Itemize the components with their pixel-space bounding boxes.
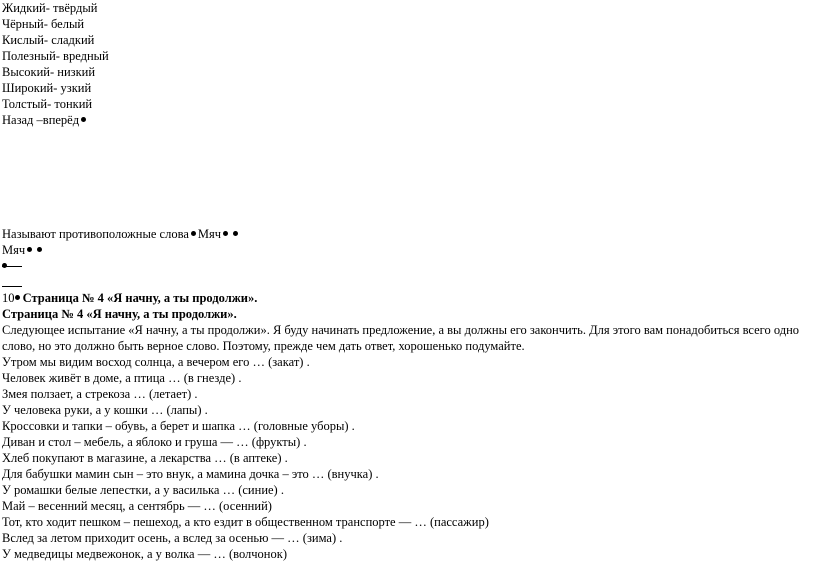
sentence-item: Хлеб покупают в магазине, а лекарства … (в аптеке) . bbox=[2, 451, 288, 465]
sentence-item: Май – весенний месяц, а сентябрь — … (осенний) bbox=[2, 499, 272, 513]
opposite-pair-last bbox=[2, 112, 86, 128]
bullet-dot-icon bbox=[81, 117, 86, 122]
bullet-dot-icon bbox=[223, 231, 228, 236]
page-heading: Страница № 4 «Я начну, а ты продолжи». bbox=[22, 291, 258, 305]
bullet-dot-icon bbox=[37, 247, 42, 252]
sentence-item: У ромашки белые лепестки, а у василька … (синие) . bbox=[2, 483, 284, 497]
sentence-item: Диван и стол – мебель, а яблоко и груша — … (фрукты) . bbox=[2, 435, 307, 449]
page-heading-line bbox=[2, 290, 257, 306]
bullet-dot-icon bbox=[191, 231, 196, 236]
sentence-item: У медведицы медвежонок, а у волка — … (волчонок) bbox=[2, 547, 287, 561]
opposite-pair-text: Назад –вперёд bbox=[2, 113, 80, 127]
short-rule bbox=[2, 286, 22, 287]
bullet-dot-icon bbox=[27, 247, 32, 252]
sentence-item: Кроссовки и тапки – обувь, а берет и шапка … (головные уборы) . bbox=[2, 419, 355, 433]
opposite-pair: Толстый- тонкий bbox=[2, 97, 93, 111]
ball-word: Мяч bbox=[197, 227, 222, 241]
ball-word: Мяч bbox=[2, 243, 26, 257]
page-number: 10 bbox=[2, 291, 15, 305]
short-rule bbox=[2, 266, 22, 267]
sentence-item: Для бабушки мамин сын – это внук, а мамина дочка – это … (внучка) . bbox=[2, 467, 379, 481]
caption-text: Называют противоположные слова bbox=[2, 227, 189, 241]
caption-line bbox=[2, 226, 238, 242]
intro-paragraph: Следующее испытание «Я начну, а ты продолжи». Я буду начинать предложение, а вы должны его закончить. Для этого вам понадобиться всего одно слово, но это должно быть верное слово. Поэтому, прежде чем дать ответ, хорошенько подумайте. bbox=[2, 323, 800, 353]
page-heading-repeat: Страница № 4 «Я начну, а ты продолжи». bbox=[2, 307, 237, 321]
bullet-dot-icon bbox=[233, 231, 238, 236]
opposite-pair: Широкий- узкий bbox=[2, 81, 92, 95]
sentence-item: У человека руки, а у кошки … (лапы) . bbox=[2, 403, 208, 417]
sentence-item: Утром мы видим восход солнца, а вечером его … (закат) . bbox=[2, 355, 310, 369]
sentence-item: Змея ползает, а стрекоза … (летает) . bbox=[2, 387, 198, 401]
opposite-pair: Жидкий- твёрдый bbox=[2, 1, 98, 15]
sentence-item: Тот, кто ходит пешком – пешеход, а кто ездит в общественном транспорте — … (пассажир) bbox=[2, 515, 489, 529]
bullet-dot-icon bbox=[15, 295, 20, 300]
opposite-pair: Высокий- низкий bbox=[2, 65, 96, 79]
sentence-item: Вслед за летом приходит осень, а вслед за осенью — … (зима) . bbox=[2, 531, 343, 545]
sentence-item: Человек живёт в доме, а птица … (в гнезде) . bbox=[2, 371, 242, 385]
opposite-pair: Чёрный- белый bbox=[2, 17, 85, 31]
opposite-pair: Полезный- вредный bbox=[2, 49, 109, 63]
opposite-pair: Кислый- сладкий bbox=[2, 33, 95, 47]
ball-line bbox=[2, 242, 42, 258]
